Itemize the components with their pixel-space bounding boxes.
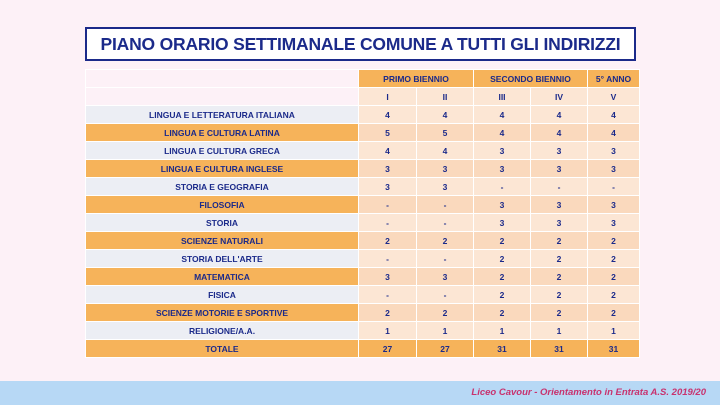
total-cell: 31 [474,340,531,358]
hours-cell: 3 [588,142,640,160]
subject-row [86,160,640,178]
hours-cell: 2 [588,304,640,322]
hours-cell: - [588,178,640,196]
hours-cell: 2 [531,232,588,250]
footer-text: Liceo Cavour - Orientamento in Entrata A.S. 2019/20 [471,387,706,398]
subject-row [86,286,640,304]
hours-cell: 3 [588,214,640,232]
year-header: III [474,88,531,106]
hours-cell: 2 [588,250,640,268]
subject-name: LINGUA E LETTERATURA ITALIANA [86,106,359,124]
hours-cell: 2 [531,268,588,286]
subject-name: STORIA [86,214,359,232]
hours-cell: 3 [359,268,417,286]
hours-cell: 3 [474,142,531,160]
hours-cell: 5 [359,124,417,142]
group-header-row [86,70,640,88]
hours-cell: 2 [474,232,531,250]
subject-row [86,268,640,286]
subject-name: STORIA E GEOGRAFIA [86,178,359,196]
group-secondo-biennio: SECONDO BIENNIO [474,70,588,88]
subject-name: LINGUA E CULTURA INGLESE [86,160,359,178]
year-header: V [588,88,640,106]
year-header: I [359,88,417,106]
hours-cell: 4 [531,106,588,124]
subject-name: STORIA DELL'ARTE [86,250,359,268]
hours-cell: - [417,286,474,304]
hours-cell: 2 [359,232,417,250]
hours-cell: 2 [588,286,640,304]
hours-cell: - [417,196,474,214]
hours-cell: 2 [359,304,417,322]
subject-row [86,142,640,160]
total-cell: 31 [588,340,640,358]
hours-cell: - [359,250,417,268]
hours-cell: - [359,214,417,232]
hours-cell: 4 [588,124,640,142]
hours-cell: 2 [474,304,531,322]
subject-name: SCIENZE MOTORIE E SPORTIVE [86,304,359,322]
hours-cell: 2 [417,232,474,250]
hours-cell: 2 [531,250,588,268]
hours-cell: 3 [474,214,531,232]
subject-rows [86,106,640,340]
group-quinto-anno: 5° ANNO [588,70,640,88]
hours-cell: 2 [417,304,474,322]
hours-cell: 3 [359,178,417,196]
hours-cell: 4 [417,106,474,124]
hours-cell: 3 [588,196,640,214]
hours-cell: 1 [588,322,640,340]
subject-name: LINGUA E CULTURA GRECA [86,142,359,160]
total-row [86,340,640,358]
hours-cell: 3 [531,142,588,160]
subject-name: MATEMATICA [86,268,359,286]
hours-cell: 4 [359,106,417,124]
subject-name: SCIENZE NATURALI [86,232,359,250]
hours-cell: 3 [359,160,417,178]
total-cell: 31 [531,340,588,358]
hours-cell: 3 [531,196,588,214]
hours-cell: 4 [359,142,417,160]
footer-bar [0,381,720,405]
hours-cell: - [359,196,417,214]
hours-cell: - [531,178,588,196]
subject-name: FISICA [86,286,359,304]
hours-cell: 3 [417,160,474,178]
hours-cell: - [474,178,531,196]
hours-cell: 1 [531,322,588,340]
schedule-table [85,69,640,358]
subject-row [86,250,640,268]
title-box [85,27,636,61]
hours-cell: 2 [531,286,588,304]
hours-cell: 3 [531,160,588,178]
hours-cell: 2 [531,304,588,322]
hours-cell: 1 [474,322,531,340]
hours-cell: 4 [474,124,531,142]
subject-name: RELIGIONE/A.A. [86,322,359,340]
subject-row [86,124,640,142]
hours-cell: 3 [474,160,531,178]
corner-cell [86,70,359,88]
year-header-row [86,88,640,106]
subject-name: LINGUA E CULTURA LATINA [86,124,359,142]
hours-cell: 2 [474,250,531,268]
hours-cell: 2 [588,268,640,286]
hours-cell: 2 [474,268,531,286]
hours-cell: 4 [474,106,531,124]
group-primo-biennio: PRIMO BIENNIO [359,70,474,88]
year-header: IV [531,88,588,106]
corner-cell [86,88,359,106]
hours-cell: 5 [417,124,474,142]
total-cell: 27 [359,340,417,358]
hours-cell: 4 [531,124,588,142]
hours-cell: - [417,250,474,268]
subject-row [86,196,640,214]
hours-cell: - [417,214,474,232]
total-label: TOTALE [86,340,359,358]
total-cell: 27 [417,340,474,358]
hours-cell: - [359,286,417,304]
hours-cell: 1 [359,322,417,340]
subject-row [86,106,640,124]
hours-cell: 3 [417,268,474,286]
hours-cell: 4 [417,142,474,160]
hours-cell: 1 [417,322,474,340]
hours-cell: 2 [474,286,531,304]
hours-cell: 3 [531,214,588,232]
subject-name: FILOSOFIA [86,196,359,214]
hours-cell: 3 [474,196,531,214]
hours-cell: 3 [588,160,640,178]
subject-row [86,178,640,196]
hours-cell: 4 [588,106,640,124]
subject-row [86,322,640,340]
hours-cell: 3 [417,178,474,196]
subject-row [86,214,640,232]
year-header: II [417,88,474,106]
page-title: PIANO ORARIO SETTIMANALE COMUNE A TUTTI GLI INDIRIZZI [100,33,621,54]
subject-row [86,232,640,250]
hours-cell: 2 [588,232,640,250]
subject-row [86,304,640,322]
